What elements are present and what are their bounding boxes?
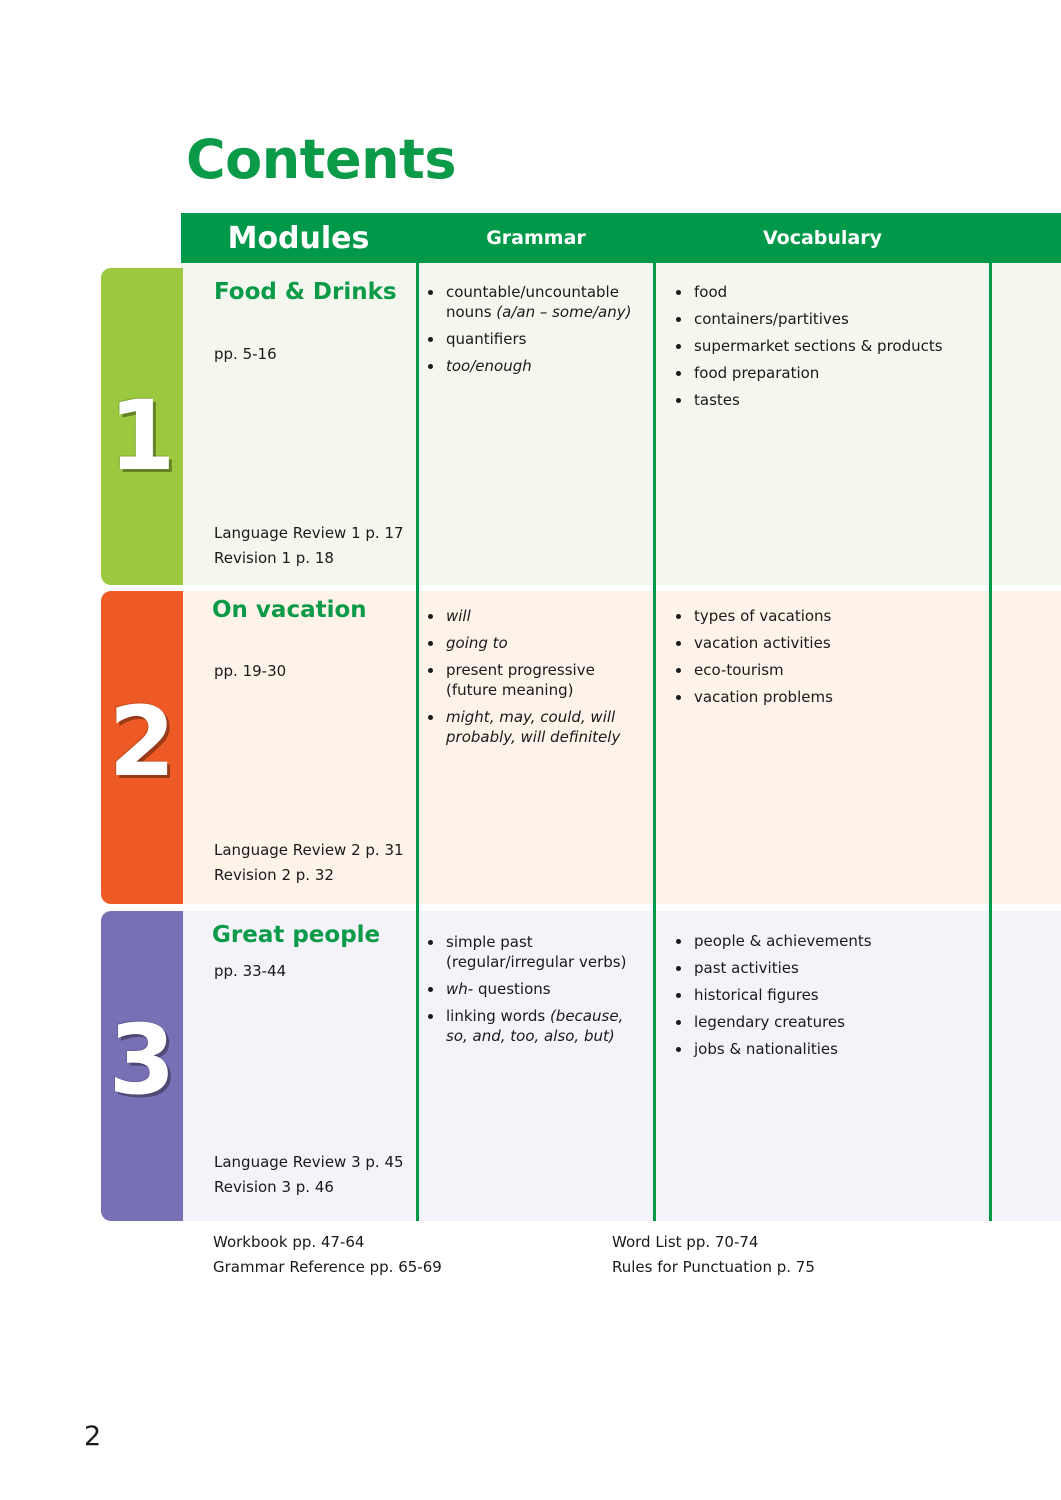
grammar-text: countable/uncountable nouns xyxy=(446,283,619,321)
page-title: Contents xyxy=(186,128,457,191)
grammar-italic: might, may, could, will probably, will definitely xyxy=(446,708,621,746)
word-list-ref: Word List pp. 70-74 xyxy=(612,1233,759,1251)
module-3-title: Great people xyxy=(212,922,381,948)
list-item: jobs & nationalities xyxy=(675,1039,985,1059)
module-1-pages: pp. 5-16 xyxy=(214,345,277,363)
module-3-grammar-list xyxy=(427,932,642,1053)
module-2-number: 2 xyxy=(108,686,176,798)
module-1-review: Language Review 1 p. 17 xyxy=(214,524,404,542)
footer-right xyxy=(612,1230,815,1280)
list-item xyxy=(427,979,642,999)
list-item: eco-tourism xyxy=(675,660,985,680)
list-item xyxy=(427,932,642,972)
list-item: food preparation xyxy=(675,363,985,383)
list-item: food xyxy=(675,282,985,302)
list-item: vacation activities xyxy=(675,633,985,653)
list-item: historical figures xyxy=(675,985,985,1005)
list-item xyxy=(427,606,642,626)
grammar-italic: (because, so, and, too, also, but) xyxy=(446,1007,624,1045)
module-3-revision: Revision 3 p. 46 xyxy=(214,1178,334,1196)
list-item: vacation problems xyxy=(675,687,985,707)
module-2-pages: pp. 19-30 xyxy=(214,662,287,680)
extra-column-header xyxy=(992,213,1061,263)
column-divider xyxy=(989,213,992,1221)
module-2-grammar-list xyxy=(427,606,642,754)
list-item: people & achievements xyxy=(675,931,985,951)
list-item xyxy=(427,633,642,653)
module-2-title: On vacation xyxy=(212,597,367,623)
list-item: legendary creatures xyxy=(675,1012,985,1032)
grammar-italic: (a/an – some/any) xyxy=(496,303,632,321)
module-2-revision: Revision 2 p. 32 xyxy=(214,866,334,884)
module-3-review: Language Review 3 p. 45 xyxy=(214,1153,404,1171)
grammar-italic: wh- xyxy=(446,980,474,998)
list-item: tastes xyxy=(675,390,985,410)
workbook-ref: Workbook pp. 47-64 xyxy=(213,1233,365,1251)
grammar-italic: will xyxy=(446,607,471,625)
module-1-title: Food & Drinks xyxy=(214,279,397,305)
list-item xyxy=(427,356,642,376)
grammar-header: Grammar xyxy=(419,213,653,263)
module-1-vocabulary-list xyxy=(675,282,985,417)
footer-left xyxy=(213,1230,442,1280)
vocabulary-header: Vocabulary xyxy=(656,213,989,263)
module-1-grammar-list xyxy=(427,282,642,383)
list-item xyxy=(427,282,642,322)
module-2-vocabulary-list xyxy=(675,606,985,714)
list-item: containers/partitives xyxy=(675,309,985,329)
module-2-review: Language Review 2 p. 31 xyxy=(214,841,404,859)
grammar-reference-ref: Grammar Reference pp. 65-69 xyxy=(213,1258,442,1276)
list-item xyxy=(427,1006,642,1046)
list-item xyxy=(427,707,642,747)
module-1-revision: Revision 1 p. 18 xyxy=(214,549,334,567)
grammar-text: questions xyxy=(473,980,551,998)
module-3-vocabulary-list xyxy=(675,931,985,1066)
punctuation-ref: Rules for Punctuation p. 75 xyxy=(612,1258,815,1276)
module-1-number: 1 xyxy=(108,380,176,492)
list-item: types of vacations xyxy=(675,606,985,626)
grammar-text: present progressive (future meaning) xyxy=(446,661,595,699)
list-item: past activities xyxy=(675,958,985,978)
module-3-number: 3 xyxy=(108,1004,176,1116)
grammar-text: quantifiers xyxy=(446,330,527,348)
grammar-italic: going to xyxy=(446,634,508,652)
column-divider xyxy=(653,213,656,1221)
list-item xyxy=(427,660,642,700)
page-number: 2 xyxy=(84,1421,102,1452)
grammar-italic: too/enough xyxy=(446,357,532,375)
list-item xyxy=(427,329,642,349)
modules-header: Modules xyxy=(181,213,416,263)
list-item: supermarket sections & products xyxy=(675,336,985,356)
grammar-text: simple past (regular/irregular verbs) xyxy=(446,933,627,971)
column-divider xyxy=(416,213,419,1221)
grammar-text: linking words xyxy=(446,1007,550,1025)
module-3-pages: pp. 33-44 xyxy=(214,962,287,980)
